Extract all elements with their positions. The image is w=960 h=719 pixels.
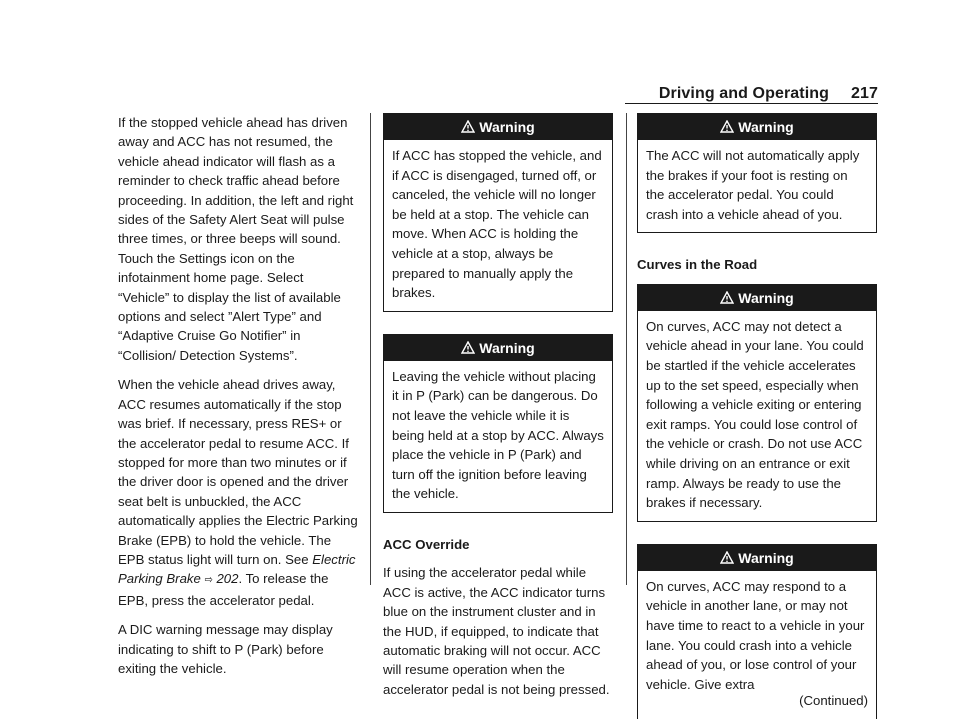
column-divider [626,113,627,585]
warning-triangle-icon [720,120,734,133]
warning-title: Warning [738,119,794,135]
paragraph: If using the accelerator pedal while ACC is active, the ACC indicator turns blue on the instrument cluster and in the HUD, if equipped, to indicate that automatic braking will not occur. ACC will resume operation when the accelerator pedal is not being pressed. [383,565,610,697]
page-number: 217 [851,85,878,102]
column-2 [383,113,613,709]
warning-box [637,284,877,522]
warning-text: The ACC will not automatically apply the brakes if your foot is resting on the accelerator pedal. You could crash into a vehicle ahead of you. [646,148,860,222]
warning-box [637,113,877,233]
continued-label: (Continued) [799,693,868,709]
section-title: Driving and Operating [658,85,829,102]
warning-triangle-icon [720,291,734,304]
warning-header [638,545,876,571]
page-arrow-icon: ⇨ [204,574,213,587]
warning-header [638,114,876,140]
warning-box [383,113,613,312]
warning-box [637,544,877,719]
warning-text: Leaving the vehicle without placing it in P (Park) can be dangerous. Do not leave the vehicle while it is being held at a stop by ACC. Always place the vehicle in P (Park) and turn off the ignition before leaving the vehicle. [392,368,604,502]
warning-triangle-icon [461,120,475,133]
paragraph [118,375,358,610]
warning-text: On curves, ACC may not detect a vehicle ahead in your lane. You could be startled if the vehicle accelerates up to the set speed, especially when following a vehicle exiting or entering exit ramps. You could lose control of the vehicle or crash. Do not use ACC while driving on an entrance or exit ramp. Always be ready to use the brakes if necessary. [646,318,864,511]
warning-text: If ACC has stopped the vehicle, and if ACC is disengaged, turned off, or canceled, the vehicle will no longer be held at a stop. The vehicle can move. When ACC is holding the vehicle at a stop, always be prepared to manually apply the brakes. [392,148,602,301]
warning-header [384,335,612,361]
cross-reference-page[interactable]: 202 [216,571,239,587]
warning-body: On curves, ACC may respond to a vehicle in another lane, or may not have time to react to a vehicle in your lane. You could crash into a vehicle ahead of you, or lose control of your vehicle. Give extra [646,578,865,692]
cross-reference-link[interactable]: Electric Parking Brake [118,551,356,587]
column-3 [637,113,877,719]
warning-text [638,571,876,719]
warning-header [638,285,876,311]
header-rule [625,103,878,104]
warning-header [384,114,612,140]
running-header [659,85,878,103]
warning-title: Warning [479,119,535,135]
text-run: . To release the EPB, press the accelerator pedal. [118,571,329,608]
column-divider [370,113,371,585]
column-1 [118,113,358,688]
warning-title: Warning [479,339,535,356]
paragraph: If the stopped vehicle ahead has driven away and ACC has not resumed, the vehicle ahead indicator will flash as a reminder to check traffic ahead before proceeding. In addition, the left and right sides of the Safety Alert Seat will pulse three times, or three beeps will sound. Touch the Settings icon on the infotainment home page. Select “Vehicle” to display the list of available options and select ”Alert Type” and “Adaptive Cruise Go Notifier” in “Collision/ Detection Systems”. [118,115,354,363]
warning-title: Warning [738,289,794,306]
paragraph: A DIC warning message may display indicating to shift to P (Park) before exiting the vehicle. [118,622,333,676]
warning-triangle-icon [461,341,475,354]
text-run: When the vehicle ahead drives away, ACC resumes automatically if the stop was brief. If necessary, press RES+ or the accelerator pedal to resume ACC. If stopped for more than two minutes or if the driver door is opened and the driver seat belt is unbuckled, the ACC automatically applies the Electric Parking Brake (EPB) to hold the vehicle. The EPB status light will turn on. See [118,377,358,567]
warning-title: Warning [738,549,794,566]
warning-box [383,334,613,513]
subheading: Curves in the Road [637,257,758,273]
subheading: ACC Override [383,536,470,552]
warning-triangle-icon [720,551,734,564]
